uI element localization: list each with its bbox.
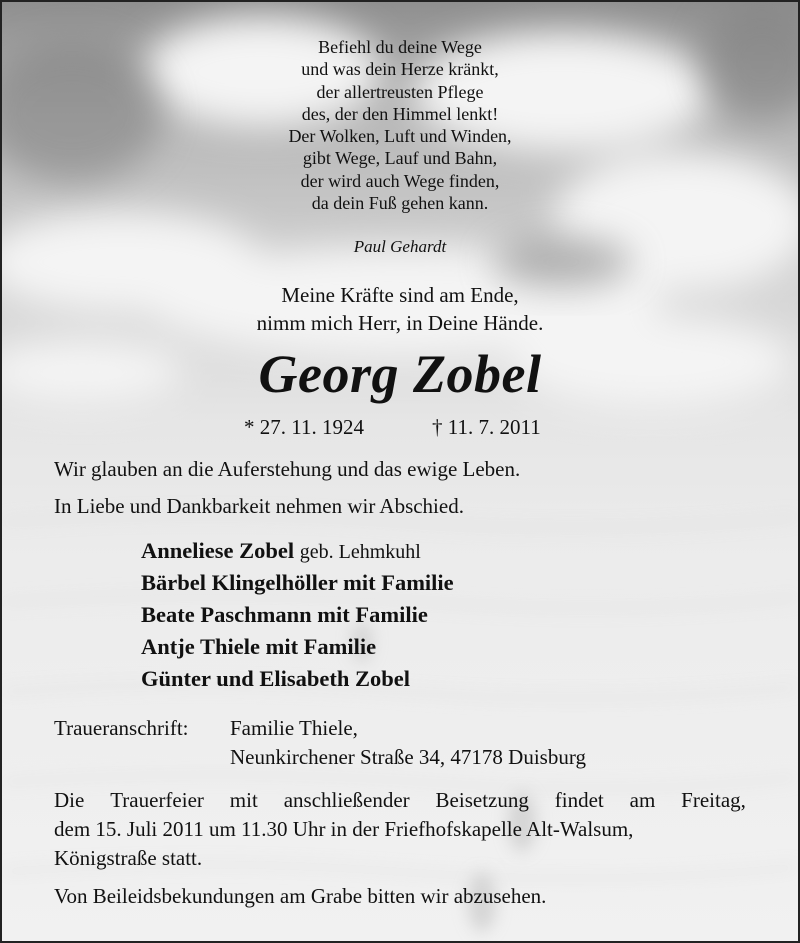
funeral-word: Die bbox=[54, 788, 85, 812]
birth-date: * 27. 11. 1924 bbox=[244, 415, 364, 439]
verse-line: Meine Kräfte sind am Ende, bbox=[281, 283, 519, 307]
poem-line: und was dein Herze kränkt, bbox=[301, 59, 499, 80]
address-line: Neunkirchener Straße 34, 47178 Duisburg bbox=[230, 745, 586, 769]
mourner-name: Beate Paschmann mit Familie bbox=[141, 602, 428, 627]
address-label: Traueranschrift: bbox=[54, 716, 189, 740]
poem-line: gibt Wege, Lauf und Bahn, bbox=[302, 148, 498, 169]
funeral-word: findet bbox=[554, 788, 604, 812]
poem-line: der allertreusten Pflege bbox=[316, 81, 484, 102]
poem-line: da dein Fuß gehen kann. bbox=[311, 193, 489, 214]
funeral-word: Freitag, bbox=[681, 788, 746, 812]
mourner bbox=[141, 634, 741, 660]
funeral-line: dem 15. Juli 2011 um 11.30 Uhr in der Friefhofskapelle Alt-Walsum, bbox=[54, 817, 634, 841]
funeral-word: Beisetzung bbox=[435, 788, 529, 812]
address-line: Familie Thiele, bbox=[230, 716, 358, 740]
mourner-note: geb. Lehmkuhl bbox=[299, 541, 421, 563]
poem-line: der wird auch Wege finden, bbox=[300, 170, 500, 191]
farewell-statement: In Liebe und Dankbarkeit nehmen wir Abschied. bbox=[54, 494, 464, 518]
mourner-name: Bärbel Klingelhöller mit Familie bbox=[141, 570, 454, 595]
condolence-note: Von Beileidsbekundungen am Grabe bitten wir abzusehen. bbox=[54, 884, 547, 908]
mourner-name: Günter und Elisabeth Zobel bbox=[141, 666, 411, 691]
funeral-word: mit bbox=[229, 788, 258, 812]
funeral-word: anschließender bbox=[283, 788, 410, 812]
funeral-word: Trauerfeier bbox=[110, 788, 204, 812]
poem-line: des, der den Himmel lenkt! bbox=[301, 103, 499, 124]
poem-line: Der Wolken, Luft und Winden, bbox=[288, 126, 512, 147]
funeral-line bbox=[54, 788, 746, 813]
deceased-name: Georg Zobel bbox=[258, 344, 542, 404]
mourner-name: Antje Thiele mit Familie bbox=[141, 634, 377, 659]
poem bbox=[2, 36, 798, 214]
death-date: † 11. 7. 2011 bbox=[432, 415, 541, 439]
mourner bbox=[141, 602, 741, 628]
poem-line: Befiehl du deine Wege bbox=[318, 37, 482, 57]
verse-line: nimm mich Herr, in Deine Hände. bbox=[256, 311, 544, 335]
mourner bbox=[141, 538, 741, 564]
funeral-line: Königstraße statt. bbox=[54, 846, 203, 870]
mourner bbox=[141, 570, 741, 596]
verse bbox=[2, 281, 798, 337]
faith-statement: Wir glauben an die Auferstehung und das ewige Leben. bbox=[54, 457, 521, 481]
poem-author: Paul Gehardt bbox=[353, 237, 447, 256]
mourner-name: Anneliese Zobel bbox=[141, 538, 295, 563]
mourner bbox=[141, 666, 741, 692]
funeral-word: am bbox=[629, 788, 656, 812]
